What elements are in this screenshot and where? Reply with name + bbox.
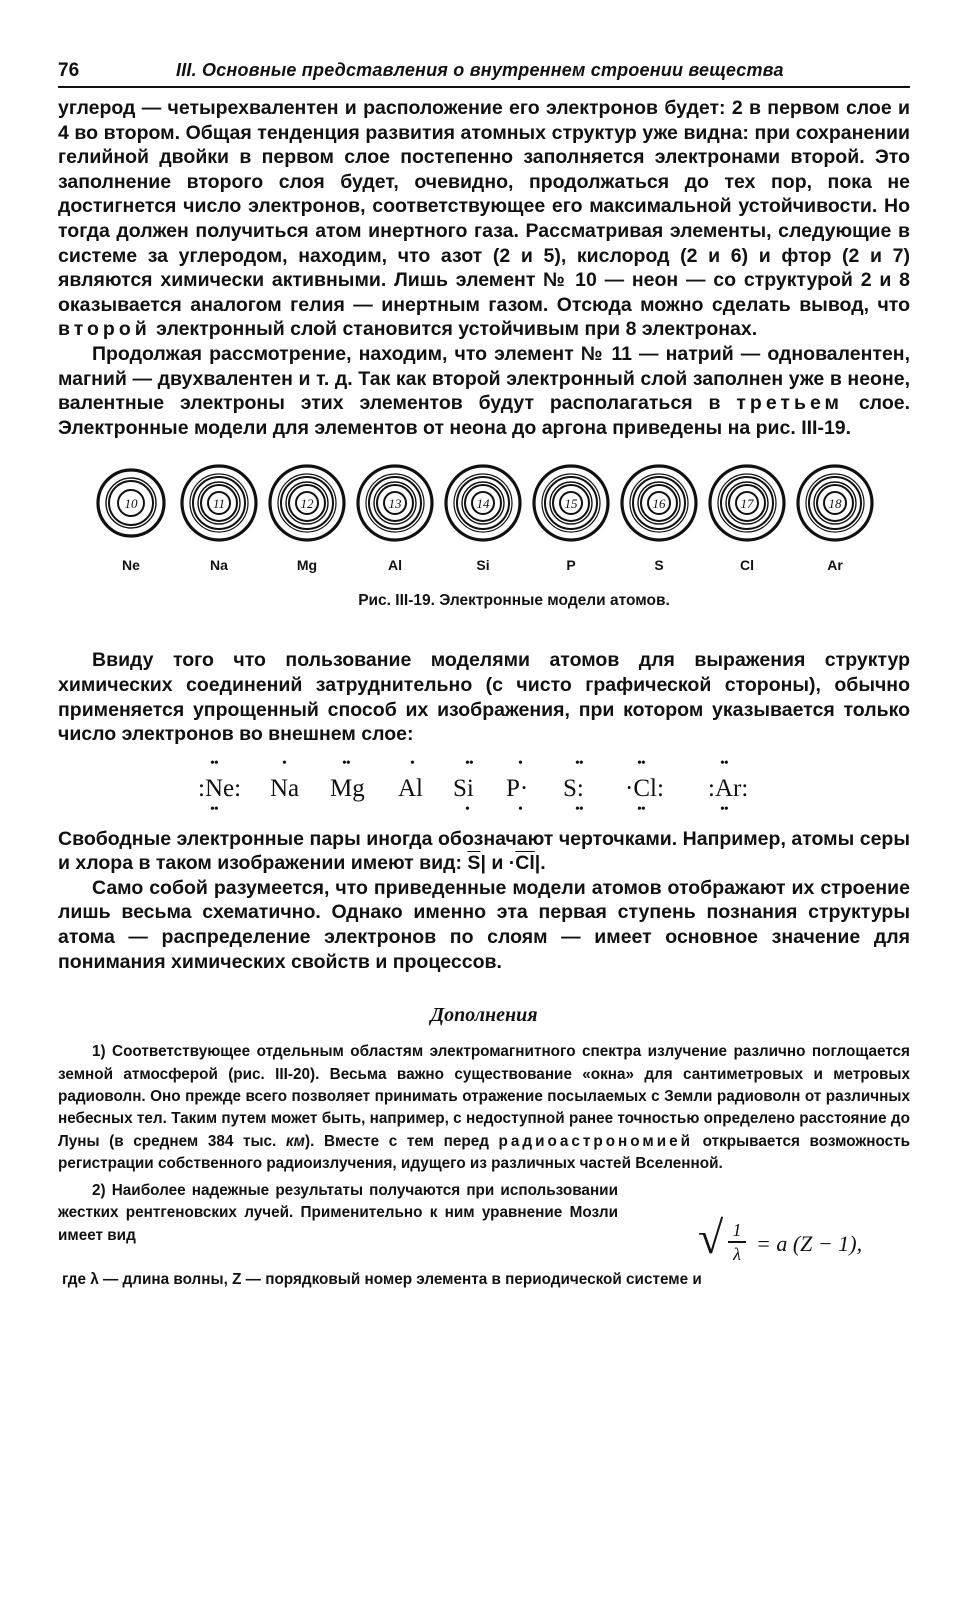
atom-label-p: P xyxy=(566,557,576,574)
paragraph-1-text: углерод — четырехвалентен и расположение его электронов будет: 2 в первом слое и 4 во втором. Общая тенденция развития атомных структур уже видна: при сохранении гелийной двойки в первом слое постепенно заполняется электронами второй. Это заполнение второго слоя будет, очевидно, продолжаться до тех пор, пока не достигнется число электронов, соответствующее его максимальной устойчивости. Но тогда должен получиться атом инертного газа. Рассматривая элементы, следующие в системе за углеродом, находим, что азот (2 и 5), кислород (2 и 6) и фтор (2 и 7) являются химически активными. Лишь элемент № 10 — неон — со структурой 2 и 8 оказывается аналогом гелия — инертным газом. Отсюда можно сделать вывод, что xyxy=(58,97,910,316)
paragraph-1-text-end: электронный слой становится устойчивым при 8 электронах. xyxy=(150,318,758,341)
lewis-symbol-s: S: •• •• xyxy=(563,755,584,817)
svg-text:15: 15 xyxy=(564,496,578,512)
atom-label-si: Si xyxy=(476,557,490,574)
running-title: III. Основные представления о внутреннем строении вещества xyxy=(176,60,784,80)
paragraph-4-and: и xyxy=(491,852,504,875)
note-1 xyxy=(58,1041,910,1175)
note-1-text-middle: ). Вместе с тем перед xyxy=(304,1132,499,1150)
formula-numerator: 1 xyxy=(732,1219,742,1240)
atom-label-ar: Ar xyxy=(827,557,843,574)
note-1-emphasis: радиоастрономией xyxy=(498,1132,694,1150)
svg-text:14: 14 xyxy=(476,496,490,512)
sulfur-bar-symbol: $\overline{S}$ xyxy=(467,852,481,875)
lewis-symbol-ar: :Ar: •• •• xyxy=(708,755,749,817)
chlorine-bar-symbol: $\overline{Cl}$ xyxy=(515,852,535,875)
paragraph-2 xyxy=(58,342,910,440)
section-title: Дополнения xyxy=(430,1004,538,1027)
atom-model-icon xyxy=(704,460,790,546)
lewis-symbol-mg: Mg •• xyxy=(330,755,365,802)
svg-text:10: 10 xyxy=(124,496,138,512)
svg-text:16: 16 xyxy=(652,496,666,512)
atom-model-cl xyxy=(704,460,790,546)
atom-model-icon xyxy=(264,460,350,546)
atom-model-icon xyxy=(440,460,526,546)
atom-model-icon xyxy=(528,460,614,546)
atom-model-s xyxy=(616,460,702,546)
paragraph-3: Ввиду того что пользование моделями атомов для выражения структур химических соединений затруднительно (с чисто графической стороны), обычно применяется упрощенный способ их изображения, при котором указывается только число электронов во внешнем слое: xyxy=(58,649,910,746)
atom-model-icon xyxy=(88,460,174,546)
lewis-symbol-ne: :Ne: •• •• xyxy=(198,755,242,817)
page xyxy=(58,56,910,1291)
atom-model-na xyxy=(176,460,262,546)
atom-label-ne: Ne xyxy=(122,557,140,574)
atom-model-mg xyxy=(264,460,350,546)
atom-label-cl: Cl xyxy=(740,557,754,574)
paragraph-1-emphasis: второй xyxy=(58,318,151,341)
atom-model-ar xyxy=(792,460,878,546)
lewis-symbol-cl: ·Cl: •• •• xyxy=(625,755,664,817)
atom-models-figure xyxy=(58,452,910,592)
atom-model-p xyxy=(528,460,614,546)
note-1-unit: км xyxy=(285,1132,305,1150)
formula-fraction xyxy=(728,1221,746,1263)
paragraph-2-emphasis: третьем xyxy=(736,392,843,415)
atom-label-mg: Mg xyxy=(296,557,318,574)
atom-model-al xyxy=(352,460,438,546)
paragraph-4: Свободные электронные пары иногда обозначают черточками. Например, атомы серы и хлора в таком изображении имеют вид: $\overline{S}|$ $и \cdot\overline{Cl}|$. xyxy=(58,827,910,875)
lewis-symbol-si: Si •• • xyxy=(453,755,474,817)
paragraph-4-text: Свободные электронные пары иногда обозначают черточками. Например, атомы серы и хлора в таком изображении имеют вид: xyxy=(58,827,910,875)
sqrt-sign-icon: √ xyxy=(698,1211,724,1263)
page-number: 76 xyxy=(58,60,80,81)
atom-model-icon xyxy=(792,460,878,546)
atom-label-al: Al xyxy=(388,557,402,574)
svg-text:12: 12 xyxy=(300,496,314,512)
formula-rhs: = a (Z − 1), xyxy=(756,1230,863,1256)
atom-label-na: Na xyxy=(210,557,228,574)
atom-model-icon xyxy=(352,460,438,546)
svg-text:13: 13 xyxy=(388,496,402,512)
paragraph-2-text-end: слое. Электронные модели для элементов от неона до аргона приведены на рис. III-19. xyxy=(58,392,910,439)
formula-denominator: λ xyxy=(733,1243,741,1264)
lewis-symbol-al: Al • xyxy=(398,755,423,802)
paragraph-2-text: Продолжая рассмотрение, находим, что элемент № 11 — натрий — одновалентен, магний — двухвалентен и т. д. Так как второй электронный слой заполнен уже в неоне, валентные электроны этих элементов будут располагаться в xyxy=(58,342,910,415)
lewis-symbol-na: Na • xyxy=(270,755,300,802)
atom-label-s: S xyxy=(654,557,664,574)
atom-model-icon xyxy=(616,460,702,546)
paragraph-5: Само собой разумеется, что приведенные модели атомов отображают их строение лишь весьма схематично. Однако именно эта первая ступень познания структуры атома — распределение электронов по слоям — имеет основное значение для понимания химических свойств и процессов. xyxy=(58,876,910,973)
paragraph-1 xyxy=(58,96,910,342)
paragraph-4-end: . xyxy=(540,852,546,875)
atom-model-si xyxy=(440,460,526,546)
figure-caption: Рис. III-19. Электронные модели атомов. xyxy=(358,592,670,610)
note-1-text-end: открывается возможность регистрации собственного радиоизлучения, идущего из различных частей Вселенной. xyxy=(58,1132,910,1173)
atom-model-ne xyxy=(88,460,174,546)
note-2-line-1: 2) Наиболее надежные результаты получаются при использовании жестких рентгеновских лучей. Применительно к ним уравнение Мозли имеет вид xyxy=(58,1181,618,1244)
note-1-text: 1) Соответствующее отдельным областям электромагнитного спектра излучение различно поглощается земной атмосферой (рис. III-20). Весьма важно существование «окна» для сантиметровых и метровых радиоволн. Оно прежде всего позволяет принимать отражение посылаемых с Земли радиоволн от различных небесных тел. Таким путем может быть, например, с недоступной ранее точностью определено расстояние до Луны (в среднем 384 тыс. xyxy=(58,1043,910,1150)
lewis-symbol-p: P· • • xyxy=(506,755,529,817)
svg-text:11: 11 xyxy=(212,496,226,512)
atom-model-icon xyxy=(176,460,262,546)
note-2-line-2: где λ — длина волны, Z — порядковый номер элемента в периодической системе и xyxy=(62,1270,702,1288)
page-header xyxy=(58,56,910,88)
svg-text:18: 18 xyxy=(828,496,842,512)
svg-text:17: 17 xyxy=(740,496,754,512)
lewis-symbols-row xyxy=(58,757,910,827)
